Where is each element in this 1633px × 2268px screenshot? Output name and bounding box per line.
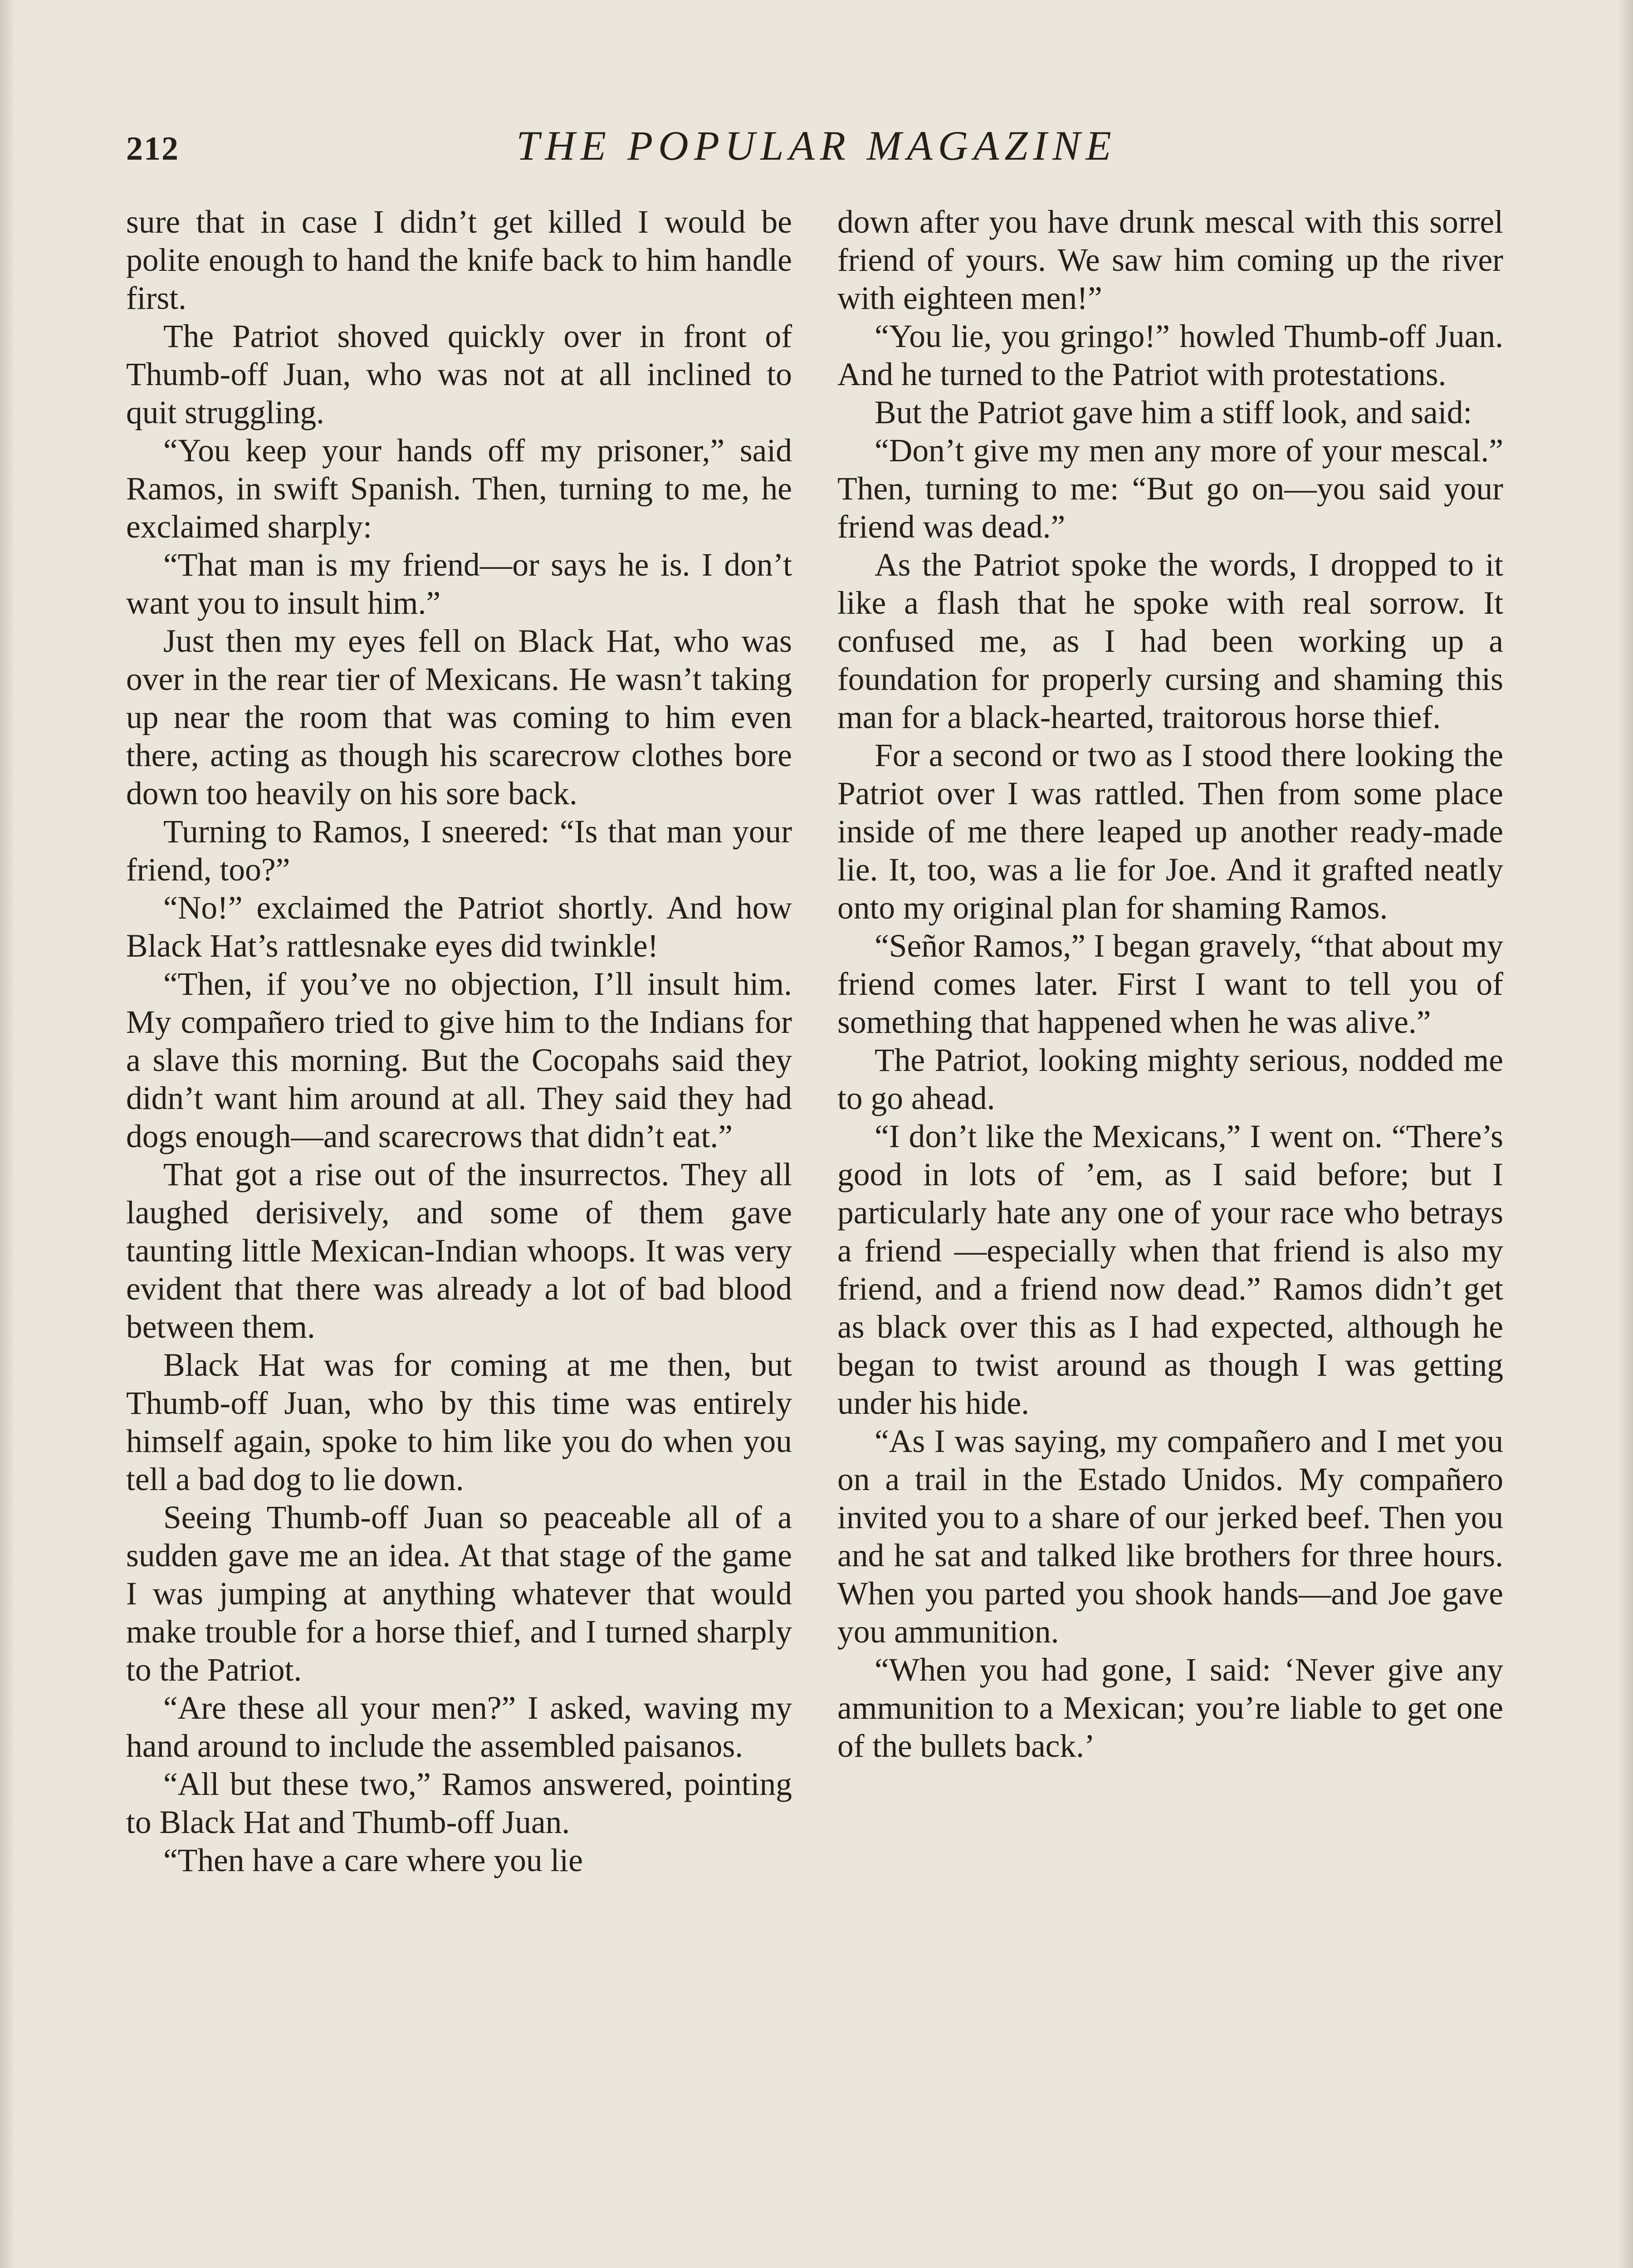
- paragraph: “Don’t give my men any more of your mescal.” Then, turning to me: “But go on—you said your friend was dead.”: [837, 433, 1503, 545]
- paragraph: Just then my eyes fell on Black Hat, who was over in the rear tier of Mexicans. He wasn’t taking up near the room that was coming to him even there, acting as though his scarecrow clothes bore down too heavily on his sore back.: [126, 623, 792, 811]
- paragraph: The Patriot, looking mighty serious, nodded me to go ahead.: [837, 1042, 1503, 1116]
- paragraph: “No!” exclaimed the Patriot shortly. And how Black Hat’s rattlesnake eyes did twinkle!: [126, 890, 792, 964]
- paragraph: “When you had gone, I said: ‘Never give any ammunition to a Mexican; you’re liable to get one of the bullets back.’: [837, 1652, 1503, 1764]
- paragraph: “You keep your hands off my prisoner,” said Ramos, in swift Spanish. Then, turning to me, he exclaimed sharply:: [126, 433, 792, 545]
- paragraph: That got a rise out of the insurrectos. They all laughed derisively, and some of them gave taunting little Mexican-Indian whoops. It was very evident that there was already a lot of bad blood between them.: [126, 1157, 792, 1345]
- paragraph: “All but these two,” Ramos answered, pointing to Black Hat and Thumb-off Juan.: [126, 1766, 792, 1840]
- paragraph: The Patriot shoved quickly over in front of Thumb-off Juan, who was not at all inclined to quit struggling.: [126, 318, 792, 430]
- paragraph: “Are these all your men?” I asked, waving my hand around to include the assembled paisanos.: [126, 1690, 792, 1764]
- paragraph: “You lie, you gringo!” howled Thumb-off Juan. And he turned to the Patriot with protestations.: [837, 318, 1503, 392]
- paragraph: Seeing Thumb-off Juan so peaceable all of a sudden gave me an idea. At that stage of the game I was jumping at anything whatever that would make trouble for a horse thief, and I turned sharply to the Patriot.: [126, 1500, 792, 1688]
- paragraph: “Señor Ramos,” I began gravely, “that about my friend comes later. First I want to tell you of something that happened when he was alive.”: [837, 928, 1503, 1040]
- paragraph: For a second or two as I stood there looking the Patriot over I was rattled. Then from some place inside of me there leaped up another ready-made lie. It, too, was a lie for Joe. And it grafted neatly onto my original plan for shaming Ramos.: [837, 738, 1503, 926]
- running-head: THE POPULAR MAGAZINE: [516, 122, 1117, 169]
- paragraph: “Then have a care where you lie: [163, 1843, 583, 1878]
- paragraph: Turning to Ramos, I sneered: “Is that man your friend, too?”: [126, 814, 792, 888]
- page-header: [126, 122, 1507, 171]
- page-edge-left: [0, 0, 15, 2268]
- paragraph: As the Patriot spoke the words, I dropped to it like a flash that he spoke with real sorrow. It confused me, as I had been working up a foundation for properly cursing and shaming this man for a black-hearted, traitorous horse thief.: [837, 547, 1503, 735]
- paragraph: But the Patriot gave him a stiff look, and said:: [875, 395, 1472, 430]
- page-edge-right: [1618, 0, 1633, 2268]
- paragraph: “As I was saying, my compañero and I met you on a trail in the Estado Unidos. My compañero invited you to a share of our jerked beef. Then you and he sat and talked like brothers for three hours. When you parted you shook hands—and Joe gave you ammunition.: [837, 1423, 1503, 1650]
- paragraph: “That man is my friend—or says he is. I don’t want you to insult him.”: [126, 547, 792, 621]
- page-number: 212: [126, 130, 179, 167]
- text-column-left: [126, 203, 792, 1880]
- paragraph: “I don’t like the Mexicans,” I went on. “There’s good in lots of ’em, as I said before; but I particularly hate any one of your race who betrays a friend —especially when that friend is also my friend, and a friend now dead.” Ramos didn’t get as black over this as I had expected, although he began to twist around as though I was getting under his hide.: [837, 1119, 1503, 1421]
- paragraph: Black Hat was for coming at me then, but Thumb-off Juan, who by this time was entirely himself again, spoke to him like you do when you tell a bad dog to lie down.: [126, 1347, 792, 1497]
- text-column-right: [837, 203, 1503, 1765]
- paragraph: down after you have drunk mescal with this sorrel friend of yours. We saw him coming up the river with eighteen men!”: [837, 204, 1503, 316]
- paragraph: “Then, if you’ve no objection, I’ll insult him. My compañero tried to give him to the Indians for a slave this morning. But the Cocopahs said they didn’t want him around at all. They said they had dogs enough—and scarecrows that didn’t eat.”: [126, 966, 792, 1154]
- paragraph: sure that in case I didn’t get killed I would be polite enough to hand the knife back to him handle first.: [126, 204, 792, 316]
